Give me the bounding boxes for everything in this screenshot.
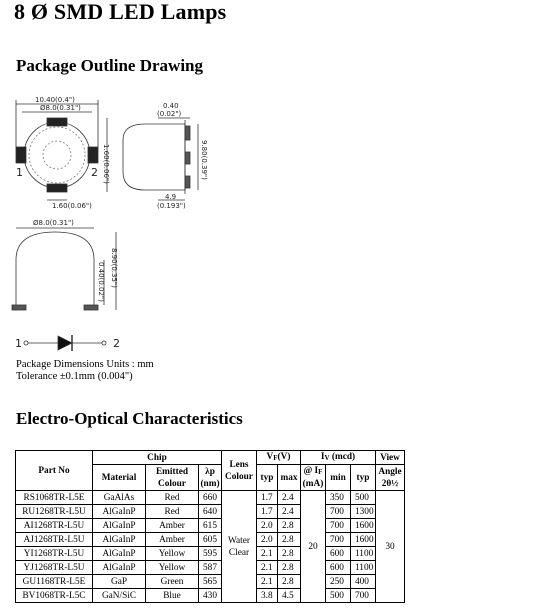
table-row: AI1268TR-L5U AlGaInP Amber 615 2.0 2.8 700 1600 [16,519,405,533]
diode-symbol [24,335,106,351]
dim-lead-top: 0.40 [163,102,179,110]
col-test-current: @ IF (mA) [301,465,326,491]
dim-base-in: (0.193") [157,202,186,210]
section-heading-outline: Package Outline Drawing [16,56,203,75]
col-lens-colour: Lens Colour [222,451,257,491]
col-emitted-colour: Emitted Colour [146,465,199,491]
view-angle-cell: 30 [376,491,405,603]
section-heading-characteristics: Electro-Optical Characteristics [16,409,243,428]
table-row: YJ1268TR-L5U AlGaInP Yellow 587 2.1 2.8 600 1100 [16,561,405,575]
col-iv-typ: typ [351,465,376,491]
pin-2-label: 2 [91,166,98,179]
top-view [16,100,107,200]
col-chip: Chip [93,451,222,465]
dim-side-1: 1.60(0.06") [102,144,110,184]
table-row: RU1268TR-L5U AlGaInP Red 640 1.7 2.4 700 1300 [16,505,405,519]
col-view: View [376,451,405,465]
table-row: BV1068TR-L5C GaN/SiC Blue 430 3.8 4.5 500 700 [16,589,405,603]
col-peak-wavelength: λp (nm) [200,466,220,489]
characteristics-table [15,450,405,603]
pin-1-label: 1 [16,166,23,179]
dim-front-dia: Ø8.0(0.31") [33,219,74,227]
dim-lead-top-in: (0.02") [157,110,182,118]
col-vf-typ: typ [257,465,278,491]
table-row: AJ1268TR-L5U AlGaInP Amber 605 2.0 2.8 700 1600 [16,533,405,547]
dim-base: 4.9 [165,193,177,201]
col-material: Material [93,465,146,491]
tolerance-note: Tolerance ±0.1mm (0.004") [16,371,133,382]
table-row: GU1168TR-L5E GaP Green 565 2.1 2.8 250 400 [16,575,405,589]
lens-colour-cell: Water Clear [222,491,257,603]
table-row: RS1068TR-L5E GaAlAs Red 660 Water Clear 1.7 2.4 20 350 500 30 [16,491,405,505]
dimensions-note: Package Dimensions Units : mm [16,359,154,370]
col-vf: VF(V) [257,451,301,465]
dim-dome-dia: Ø8.0(0.31") [40,104,81,112]
diode-pin-1: 1 [15,337,22,350]
col-iv-min: min [326,465,351,491]
table-row: YI1268TR-L5U AlGaInP Yellow 595 2.1 2.8 600 1100 [16,547,405,561]
dim-bottom-pad: 1.60(0.06") [52,202,92,210]
col-part-no: Part No [16,451,93,491]
dim-top-width: 10.40(0.4") [35,96,75,104]
col-view-angle: Angle 2θ½ [376,465,405,491]
col-vf-max: max [278,465,301,491]
dim-front-lead: 0.40(0.02") [97,262,105,302]
dim-total-height: 9.80(0.39") [200,140,208,180]
col-iv: IV (mcd) [301,451,376,465]
dim-front-height: 8.90(0.35") [110,248,118,288]
diode-pin-2: 2 [113,337,120,350]
side-view [123,118,198,200]
page-title: 8 Ø SMD LED Lamps [14,0,227,24]
test-current-cell: 20 [301,491,326,603]
